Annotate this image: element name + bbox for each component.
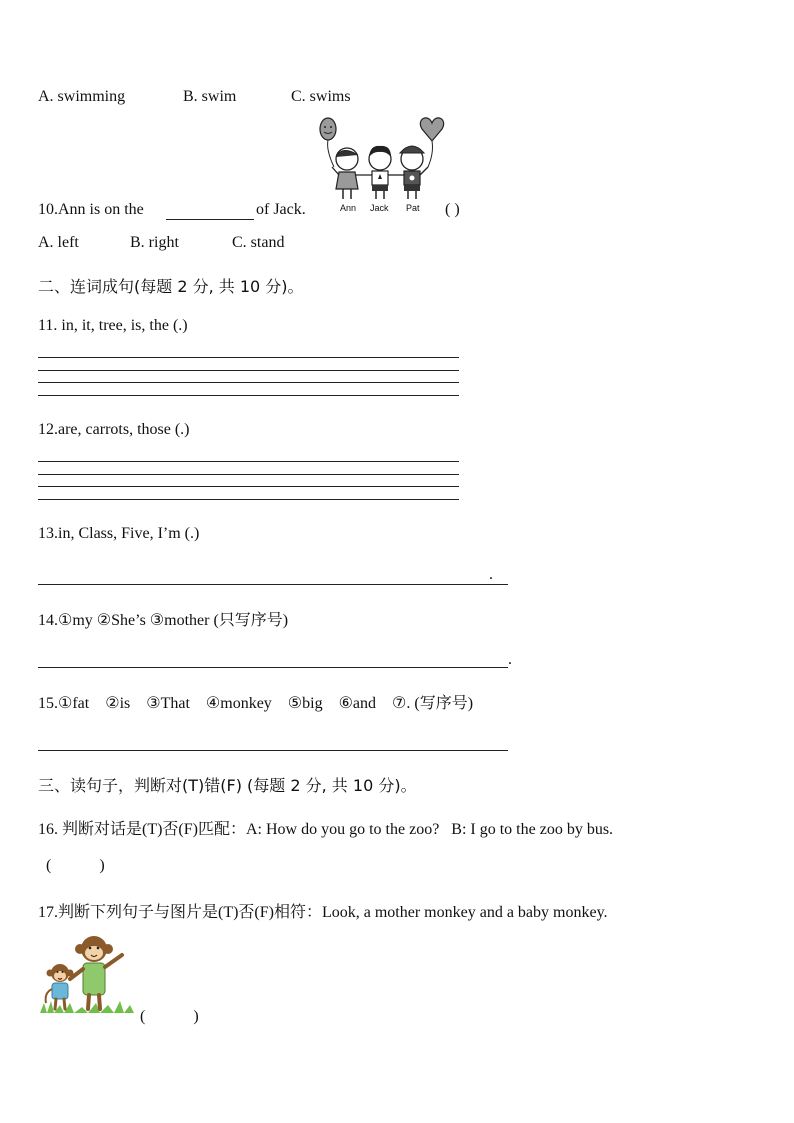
q10-stem-start: 10.Ann is on the bbox=[38, 201, 144, 218]
picture-label-pat: Pat bbox=[406, 203, 420, 213]
q14-prompt: 14.①my ②She’s ③mother (只写序号) bbox=[38, 612, 289, 629]
q15-answer-line bbox=[38, 750, 508, 751]
q16-answer-paren: ( ) bbox=[46, 857, 105, 874]
q11-prompt: 11. in, it, tree, is, the (.) bbox=[38, 317, 188, 334]
q13-end-mark: . bbox=[489, 566, 493, 583]
section-3-heading: 三、读句子，判断对(T)错(F) (每题 2 分, 共 10 分)。 bbox=[38, 776, 417, 795]
q10-option-c: C. stand bbox=[232, 234, 285, 251]
section-2-heading: 二、连词成句(每题 2 分, 共 10 分)。 bbox=[38, 277, 304, 296]
q15-prompt: 15.①fat ②is ③That ④monkey ⑤big ⑥and ⑦. (写序号) bbox=[38, 695, 474, 712]
monkeys-picture bbox=[38, 933, 136, 1021]
q10-option-b: B. right bbox=[130, 234, 179, 251]
q9-option-b: B. swim bbox=[183, 88, 237, 105]
q10-stem-end: of Jack. bbox=[256, 201, 306, 218]
writing-line bbox=[38, 474, 459, 475]
writing-line bbox=[38, 499, 459, 500]
writing-line bbox=[38, 382, 459, 383]
picture-label-jack: Jack bbox=[370, 203, 389, 213]
q13-prompt: 13.in, Class, Five, I’m (.) bbox=[38, 525, 200, 542]
q17-prompt: 17.判断下列句子与图片是(T)否(F)相符：Look, a mother monkey and a baby monkey. bbox=[38, 904, 608, 921]
q16-prompt: 16. 判断对话是(T)否(F)匹配：A: How do you go to the zoo? B: I go to the zoo by bus. bbox=[38, 821, 614, 838]
writing-line bbox=[38, 486, 459, 487]
writing-line bbox=[38, 357, 459, 358]
q9-option-c: C. swims bbox=[291, 88, 351, 105]
q10-option-a: A. left bbox=[38, 234, 79, 251]
q14-answer-line bbox=[38, 667, 508, 668]
writing-line bbox=[38, 461, 459, 462]
q10-blank-line bbox=[166, 219, 254, 220]
q9-option-a: A. swimming bbox=[38, 88, 126, 105]
children-balloons-picture bbox=[312, 115, 462, 217]
q10-answer-paren: ( ) bbox=[445, 201, 460, 218]
q13-answer-line bbox=[38, 584, 508, 585]
picture-label-ann: Ann bbox=[340, 203, 357, 213]
writing-line bbox=[38, 395, 459, 396]
q12-prompt: 12.are, carrots, those (.) bbox=[38, 421, 190, 438]
q17-answer-paren: ( ) bbox=[140, 1008, 199, 1025]
writing-line bbox=[38, 370, 459, 371]
q14-end-mark: . bbox=[508, 651, 512, 668]
